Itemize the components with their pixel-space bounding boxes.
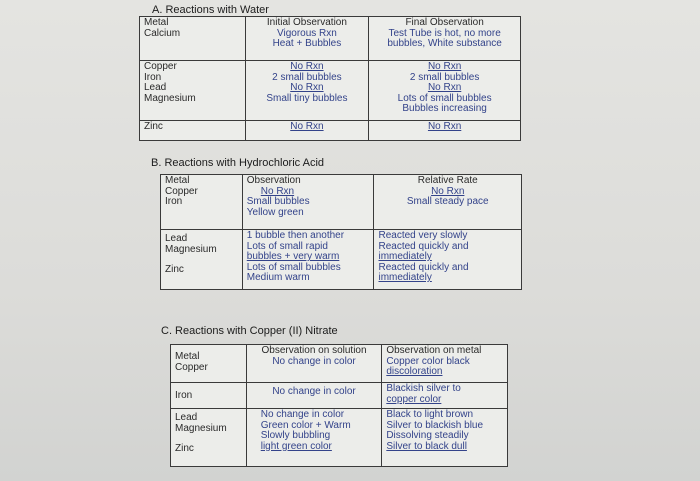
nitrate-metal-iron: Iron <box>175 390 193 401</box>
water-metal-copper: Copper <box>144 61 177 72</box>
nitrate-solution-cell-3 <box>246 409 382 467</box>
nitrate-metal-obs-zinc-2: Silver to black dull <box>386 440 467 452</box>
nitrate-metal-obs-copper-1: Copper color black <box>386 355 470 367</box>
hcl-rate-copper: No Rxn <box>431 185 465 197</box>
water-metal-cell-2 <box>140 61 246 121</box>
hcl-observation-cell-2 <box>242 230 374 290</box>
hcl-header-metal: Metal <box>165 175 190 186</box>
nitrate-metal-obs-iron-1: Blackish silver to <box>386 383 461 394</box>
hcl-metal-iron: Iron <box>165 196 183 207</box>
water-initial-iron: 2 small bubbles <box>272 71 342 83</box>
nitrate-metal-obs-cell-3 <box>382 409 508 467</box>
hcl-header-observation: Observation <box>246 175 301 186</box>
water-header-initial: Initial Observation <box>266 17 347 28</box>
nitrate-solution-lead: No change in color <box>260 409 345 420</box>
hcl-observation-zinc-2: Medium warm <box>246 272 310 283</box>
nitrate-metal-cell-3 <box>171 409 247 467</box>
section-a-title: A. Reactions with Water <box>152 4 269 16</box>
water-final-cell-3 <box>369 121 521 141</box>
water-final-copper: No Rxn <box>427 61 462 72</box>
water-metal-magnesium: Magnesium <box>144 92 196 104</box>
nitrate-metal-cell-2 <box>171 383 247 409</box>
nitrate-header-metal-obs: Observation on metal <box>386 345 482 356</box>
water-initial-calcium-2: Heat + Bubbles <box>272 38 342 49</box>
water-initial-lead: No Rxn <box>290 82 324 93</box>
nitrate-metal-obs-zinc-1: Dissolving steadily <box>386 430 469 441</box>
nitrate-solution-cell-2 <box>246 383 382 409</box>
water-final-magnesium-2: Bubbles increasing <box>402 103 487 114</box>
water-initial-cell-3 <box>245 121 369 141</box>
nitrate-metal-cell-1 <box>171 345 247 383</box>
nitrate-metal-copper: Copper <box>175 361 208 373</box>
water-metal-zinc: Zinc <box>144 121 163 132</box>
nitrate-metal-magnesium: Magnesium <box>175 422 227 434</box>
nitrate-header-metal: Metal <box>175 351 200 362</box>
water-initial-magnesium: Small tiny bubbles <box>266 92 348 104</box>
water-final-lead: No Rxn <box>427 82 462 93</box>
copper-nitrate-reactions-table <box>170 344 508 467</box>
water-final-iron: 2 small bubbles <box>409 71 480 83</box>
nitrate-solution-zinc-2: light green color <box>260 440 332 452</box>
nitrate-metal-obs-cell-1 <box>382 345 508 383</box>
nitrate-solution-zinc-1: Slowly bubbling <box>260 430 331 441</box>
hcl-metal-copper: Copper <box>165 185 198 197</box>
nitrate-solution-magnesium: Green color + Warm <box>260 419 351 431</box>
water-initial-cell-2 <box>245 61 369 121</box>
nitrate-metal-obs-magnesium: Silver to blackish blue <box>386 419 484 431</box>
water-header-final: Final Observation <box>405 17 484 28</box>
nitrate-solution-cell-1 <box>246 345 382 383</box>
hcl-metal-magnesium: Magnesium <box>165 243 217 255</box>
hcl-observation-lead: 1 bubble then another <box>246 230 345 241</box>
water-final-calcium-2: bubbles, White substance <box>387 38 502 49</box>
nitrate-header-solution: Observation on solution <box>261 345 367 356</box>
hcl-observation-magnesium-1: Lots of small rapid <box>246 240 328 252</box>
water-metal-lead: Lead <box>144 82 167 93</box>
hcl-observation-iron-2: Yellow green <box>246 206 304 218</box>
nitrate-metal-obs-cell-2 <box>382 383 508 409</box>
nitrate-metal-obs-iron-2: copper color <box>386 393 442 405</box>
hcl-observation-iron-1: Small bubbles <box>246 196 310 207</box>
water-final-cell-1 <box>369 17 521 61</box>
hcl-observation-copper: No Rxn <box>260 185 295 197</box>
nitrate-metal-lead: Lead <box>175 412 198 423</box>
section-c-title: C. Reactions with Copper (II) Nitrate <box>161 325 338 337</box>
water-final-zinc: No Rxn <box>427 121 462 132</box>
water-initial-calcium-1: Vigorous Rxn <box>276 27 337 39</box>
hcl-rate-cell-1 <box>374 175 522 230</box>
hcl-rate-zinc-1: Reacted quickly and <box>378 261 469 273</box>
hcl-metal-zinc: Zinc <box>165 264 184 275</box>
hcl-observation-magnesium-2: bubbles + very warm <box>246 251 340 262</box>
nitrate-metal-zinc: Zinc <box>175 443 194 454</box>
hcl-rate-cell-2 <box>374 230 522 290</box>
water-final-calcium-1: Test Tube is hot, no more <box>388 27 501 39</box>
hcl-metal-lead: Lead <box>165 233 188 244</box>
nitrate-solution-copper: No change in color <box>272 355 356 367</box>
hcl-rate-magnesium-2: immediately <box>378 251 432 262</box>
water-metal-iron: Iron <box>144 71 162 83</box>
hcl-observation-zinc-1: Lots of small bubbles <box>246 261 341 273</box>
water-reactions-table <box>139 16 521 141</box>
hcl-observation-cell-1 <box>242 175 374 230</box>
hcl-rate-iron: Small steady pace <box>406 196 489 207</box>
water-final-cell-2 <box>369 61 521 121</box>
hcl-metal-cell-1 <box>161 175 243 230</box>
water-header-metal: Metal <box>144 17 169 28</box>
water-metal-cell-3 <box>140 121 246 141</box>
hcl-header-rate: Relative Rate <box>417 175 478 186</box>
section-b-title: B. Reactions with Hydrochloric Acid <box>151 157 325 169</box>
water-initial-zinc: No Rxn <box>290 121 324 132</box>
water-final-magnesium-1: Lots of small bubbles <box>397 92 492 104</box>
water-initial-cell-1 <box>245 17 369 61</box>
water-initial-copper: No Rxn <box>290 61 324 72</box>
nitrate-metal-obs-lead: Black to light brown <box>386 409 474 420</box>
water-metal-cell-1 <box>140 17 246 61</box>
hcl-rate-zinc-2: immediately <box>378 272 432 283</box>
nitrate-metal-obs-copper-2: discoloration <box>386 366 443 377</box>
hcl-rate-lead: Reacted very slowly <box>378 230 468 241</box>
hcl-reactions-table <box>160 174 522 290</box>
hcl-rate-magnesium-1: Reacted quickly and <box>378 240 469 252</box>
nitrate-solution-iron: No change in color <box>272 386 356 397</box>
hcl-metal-cell-2 <box>161 230 243 290</box>
water-metal-calcium: Calcium <box>144 27 181 39</box>
